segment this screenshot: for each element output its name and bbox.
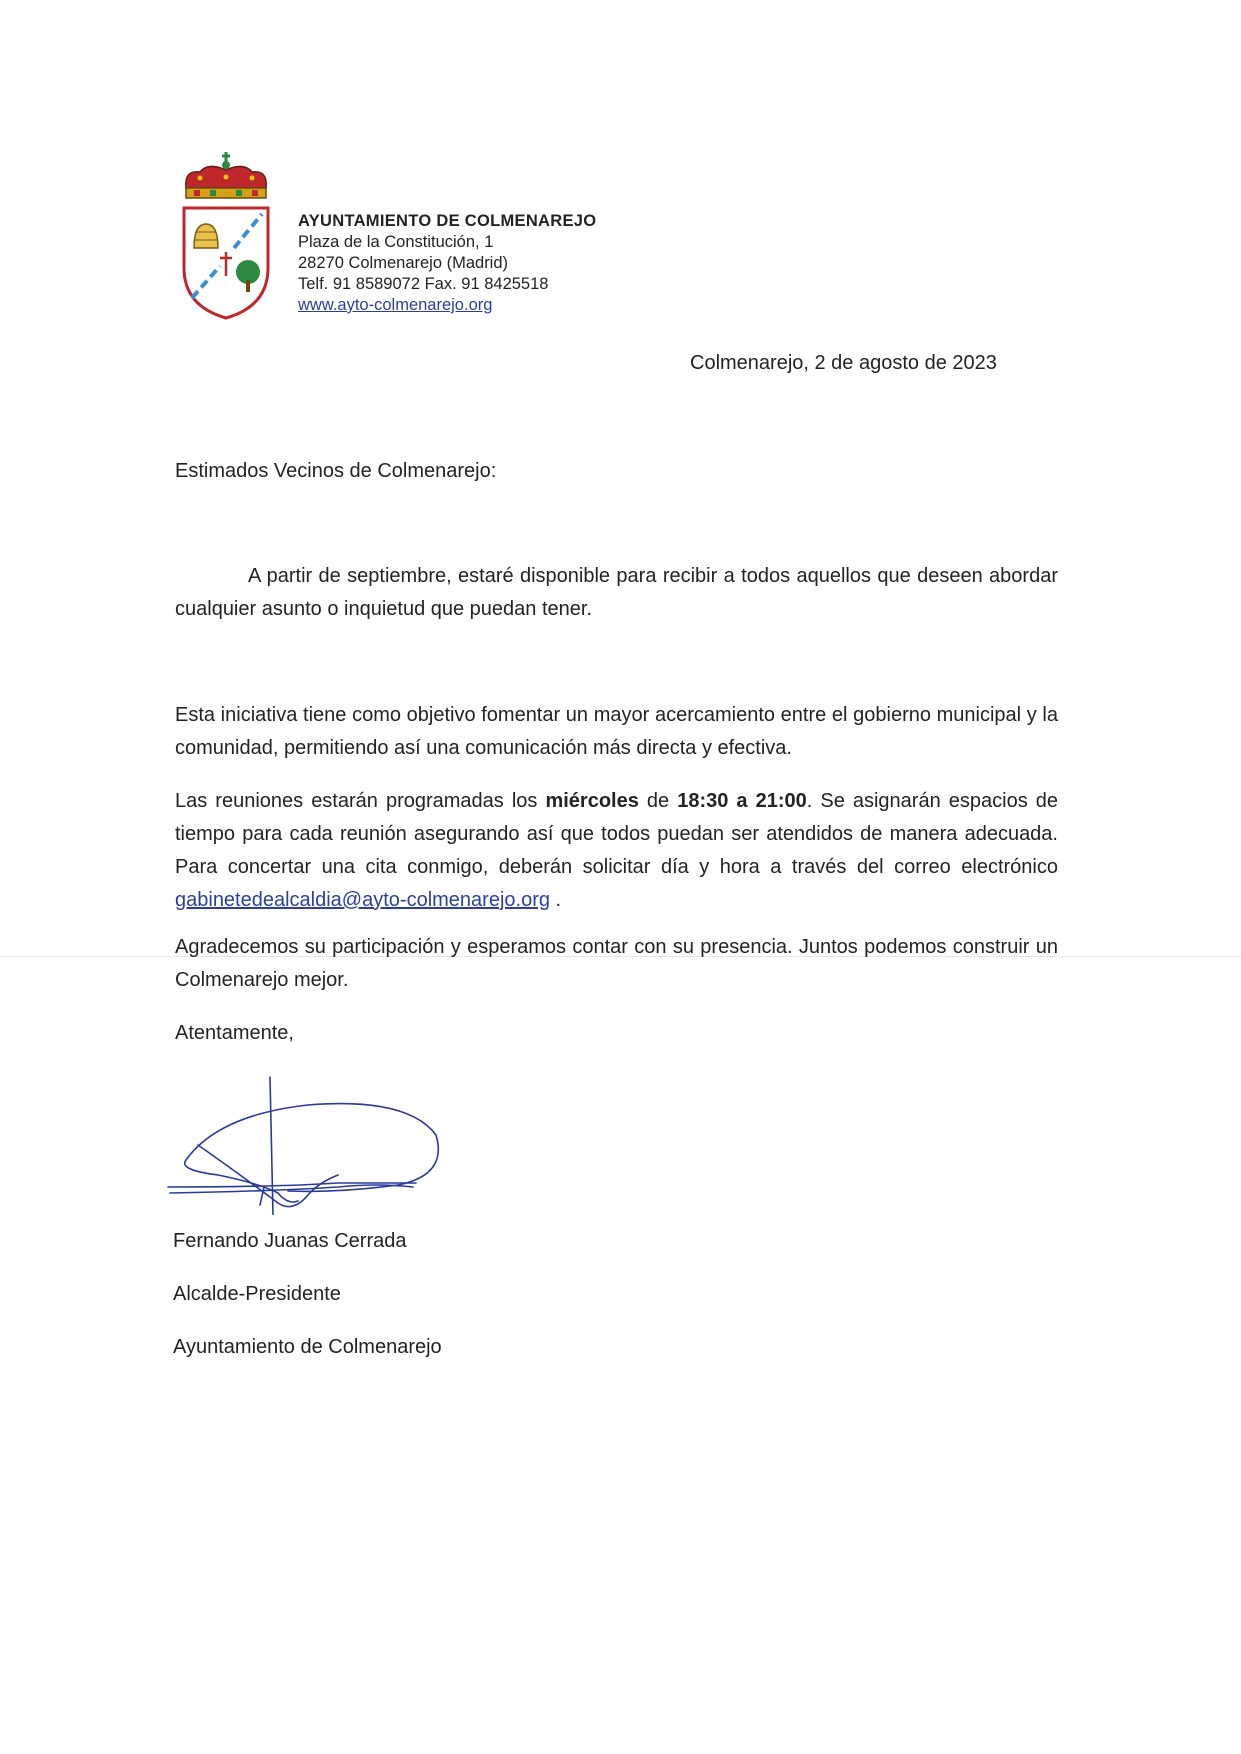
meeting-time: 18:30 a 21:00 [677,790,807,812]
signature-block [173,1230,442,1389]
paragraph-1: A partir de septiembre, estaré disponible para recibir a todos aquellos que deseen abordar cualquier asunto o inquietud que puedan tener. [175,565,1058,620]
website-link[interactable]: www.ayto-colmenarejo.org [298,296,493,314]
meeting-day: miércoles [545,790,639,812]
signatory-title: Alcalde-Presidente [173,1283,341,1305]
paragraph-3-text-2: de [638,790,678,812]
crown-icon [186,152,266,198]
paragraph-3 [175,785,1058,917]
letter-date: Colmenarejo, 2 de agosto de 2023 [690,352,997,374]
address-line-1: Plaza de la Constitución, 1 [298,233,494,251]
paragraph-3-text-3: . Se asignarán espacios de tiempo para cada reunión asegurando así que todos puedan ser atendidos de manera adecuada. Para concertar una cita conmigo, deberán solicitar día y hora a través del correo electrónico [175,790,1058,878]
signatory-organization: Ayuntamiento de Colmenarejo [173,1336,442,1358]
signatory-name: Fernando Juanas Cerrada [173,1230,407,1252]
address-line-2: 28270 Colmenarejo (Madrid) [298,254,509,272]
letterhead [298,211,596,316]
paragraph-4: Agradecemos su participación y esperamos contar con su presencia. Juntos podemos construir un Colmenarejo mejor. [175,936,1058,991]
paragraph-3-text-1: Las reuniones estarán programadas los [175,790,546,812]
handwritten-signature [158,1075,458,1215]
shield-icon [184,208,268,318]
coat-of-arms-logo [180,148,272,320]
paragraph-3-text-4: . [549,889,562,911]
closing: Atentamente, [175,1022,294,1044]
paragraph-2: Esta iniciativa tiene como objetivo fomentar un mayor acercamiento entre el gobierno municipal y la comunidad, permitiendo así una comunicación más directa y efectiva. [175,704,1058,759]
organization-name: AYUNTAMIENTO DE COLMENAREJO [298,212,597,230]
salutation: Estimados Vecinos de Colmenarejo: [175,460,497,482]
phone-fax-line: Telf. 91 8589072 Fax. 91 8425518 [298,275,549,293]
email-link[interactable]: gabinetedealcaldia@ayto-colmenarejo.org [175,889,550,911]
